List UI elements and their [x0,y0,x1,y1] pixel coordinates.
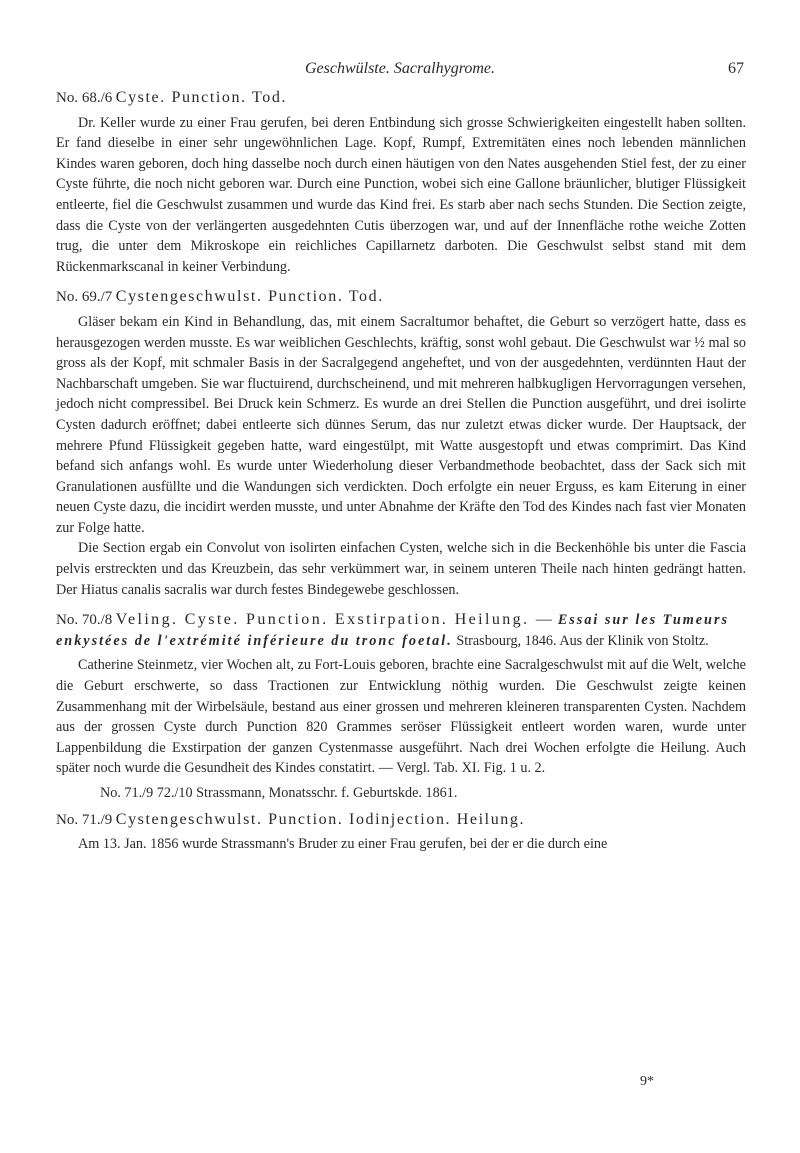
article-body [56,88,746,855]
entry-heading-69 [56,287,746,308]
entry-number: No. 69./7 [56,289,113,306]
entry-number: No. 71./9 [56,811,113,828]
entry-paragraph: Gläser bekam ein Kind in Behandlung, das, mit einem Sacraltumor behaftet, die Geburt so verzögert hatte, dass es herausgezogen werden musste. Es war weiblichen Geschlechts, kräftig, sonst wohl gebaut. Die Geschwulst war ½ mal so gross als der Kopf, mit schmaler Basis in der Sacralgegend angeheftet, und von der ausgedehnten, verdünnten Haut der Nachbarschaft umgeben. Sie war fluctuirend, durchscheinend, und mit mehreren halbkugligen Hervorragungen versehen, jedoch nicht compressibel. Bei Druck kein Schmerz. Es wurde an drei Stellen die Punction ausgeführt, und drei isolirte Cysten dadurch eröffnet; dabei entleerte sich dünnes Serum, das nur zuletzt etwas dicker wurde. Der Hauptsack, der mehrere Pfund Flüssigkeit gegeben hatte, ward eingestülpt, mit Watte ausgestopft und etwas comprimirt. Das Kind befand sich anfangs wohl. Es wurde unter Wiederholung dieser Verbandmethode beobachtet, dass der Sack sich mit Granulationen ausfüllte und die Wandungen sich verdickten. Doch erfolgte ein neuer Erguss, es kam Eiterung in einer neuen Cyste dazu, die incidirt werden musste, und unter Abnahme der Kräfte den Tod des Kindes nach fast vier Monaten zur Folge hatte. [56,313,746,536]
running-head [56,60,744,80]
entry-place: Strasbourg, 1846. Aus der Klinik von Stoltz. [456,632,709,649]
page-number: 67 [728,60,744,77]
entry-number: No. 68./6 [56,90,113,106]
entry-paragraph: Dr. Keller wurde zu einer Frau gerufen, bei deren Entbindung sich grosse Schwierigkeiten eingestellt haben sollten. Er fand dieselbe in einer sehr ungewöhnlichen Lage. Kopf, Rumpf, Extremitäten eines noch lebenden männlichen Kindes waren geboren, doch hing dasselbe noch durch einen häutigen von den Nates ausgehenden Stiel fest, der zu einer Cyste führte, die noch nicht geboren war. Durch eine Punction, wobei sich eine Gallone bräunlicher, blutiger Flüssigkeit entleerte, fiel die Geschwulst zusammen und wurde das Kind frei. Es starb aber nach sechs Stunden. Die Section zeigte, dass die Cyste von der verlängerten ausgedehnten Cutis überzogen war, und auf der Innenfläche rothe weiche Zotten trug, die unter dem Mikroskope ein reichliches Capillarnetz darboten. Die Geschwulst selbst stand mit dem Rückenmarkscanal in keiner Verbindung. [56,114,746,275]
entry-heading-71 [56,810,746,831]
entry-heading-68 [56,88,746,109]
entry-paragraph: Catherine Steinmetz, vier Wochen alt, zu Fort-Louis geboren, brachte eine Sacralgeschwulst mit auf die Welt, welche die Geburt erschwerte, so dass Tractionen zur Entwicklung nöthig wurden. Die Geschwulst zeigte keinen Zusammenhang mit der Wirbelsäule, bestand aus einer grossen und mehreren kleineren transparenten Cysten. Nachdem aus der grossen Cyste durch Punction 820 Grammes seröser Flüssigkeit entleert worden waren, wurde unter Lappenbildung die Exstirpation der ganzen Cystenmasse ausgeführt. Nach drei Wochen erfolgte die Heilung. Auch später noch wurde die Gesundheit des Kindes constatirt. — Vergl. Tab. XI. Fig. 1 u. 2. [56,657,746,777]
entry-title: Cyste. Punction. Tod. [115,89,288,106]
running-head-title: Geschwülste. Sacralhygrome. [304,60,496,77]
entry-number: No. 70./8 [56,612,113,629]
entry-paragraph: Die Section ergab ein Convolut von isolirten einfachen Cysten, welche sich in die Beckenhöhle bis unter die Fascia pelvis erstreckten und das Kreuzbein, das sehr verkümmert war, in seinem unteren Theile nach hinten gedrängt hatten. Der Hiatus canalis sacralis war durch festes Bindegewebe geschlossen. [56,540,746,598]
entry-paragraph: Am 13. Jan. 1856 wurde Strassmann's Bruder zu einer Frau gerufen, bei der er die durch eine [78,836,608,853]
entry-heading-70 [56,610,746,651]
entry-title: Cystengeschwulst. Punction. Tod. [115,288,384,306]
entry-essai-title: Essai sur les Tumeurs enkystées de l'extrémité inférieure du tronc foetal. [56,612,729,649]
signature-mark: 9* [640,1074,654,1089]
entry-title: Cystengeschwulst. Punction. Iodinjection. Heilung. [115,810,526,828]
entry-title: Veling. Cyste. Punction. Exstirpation. Heilung. — [115,611,555,629]
entry-reference: No. 71./9 72./10 Strassmann, Monatsschr. f. Geburtskde. 1861. [100,785,458,801]
